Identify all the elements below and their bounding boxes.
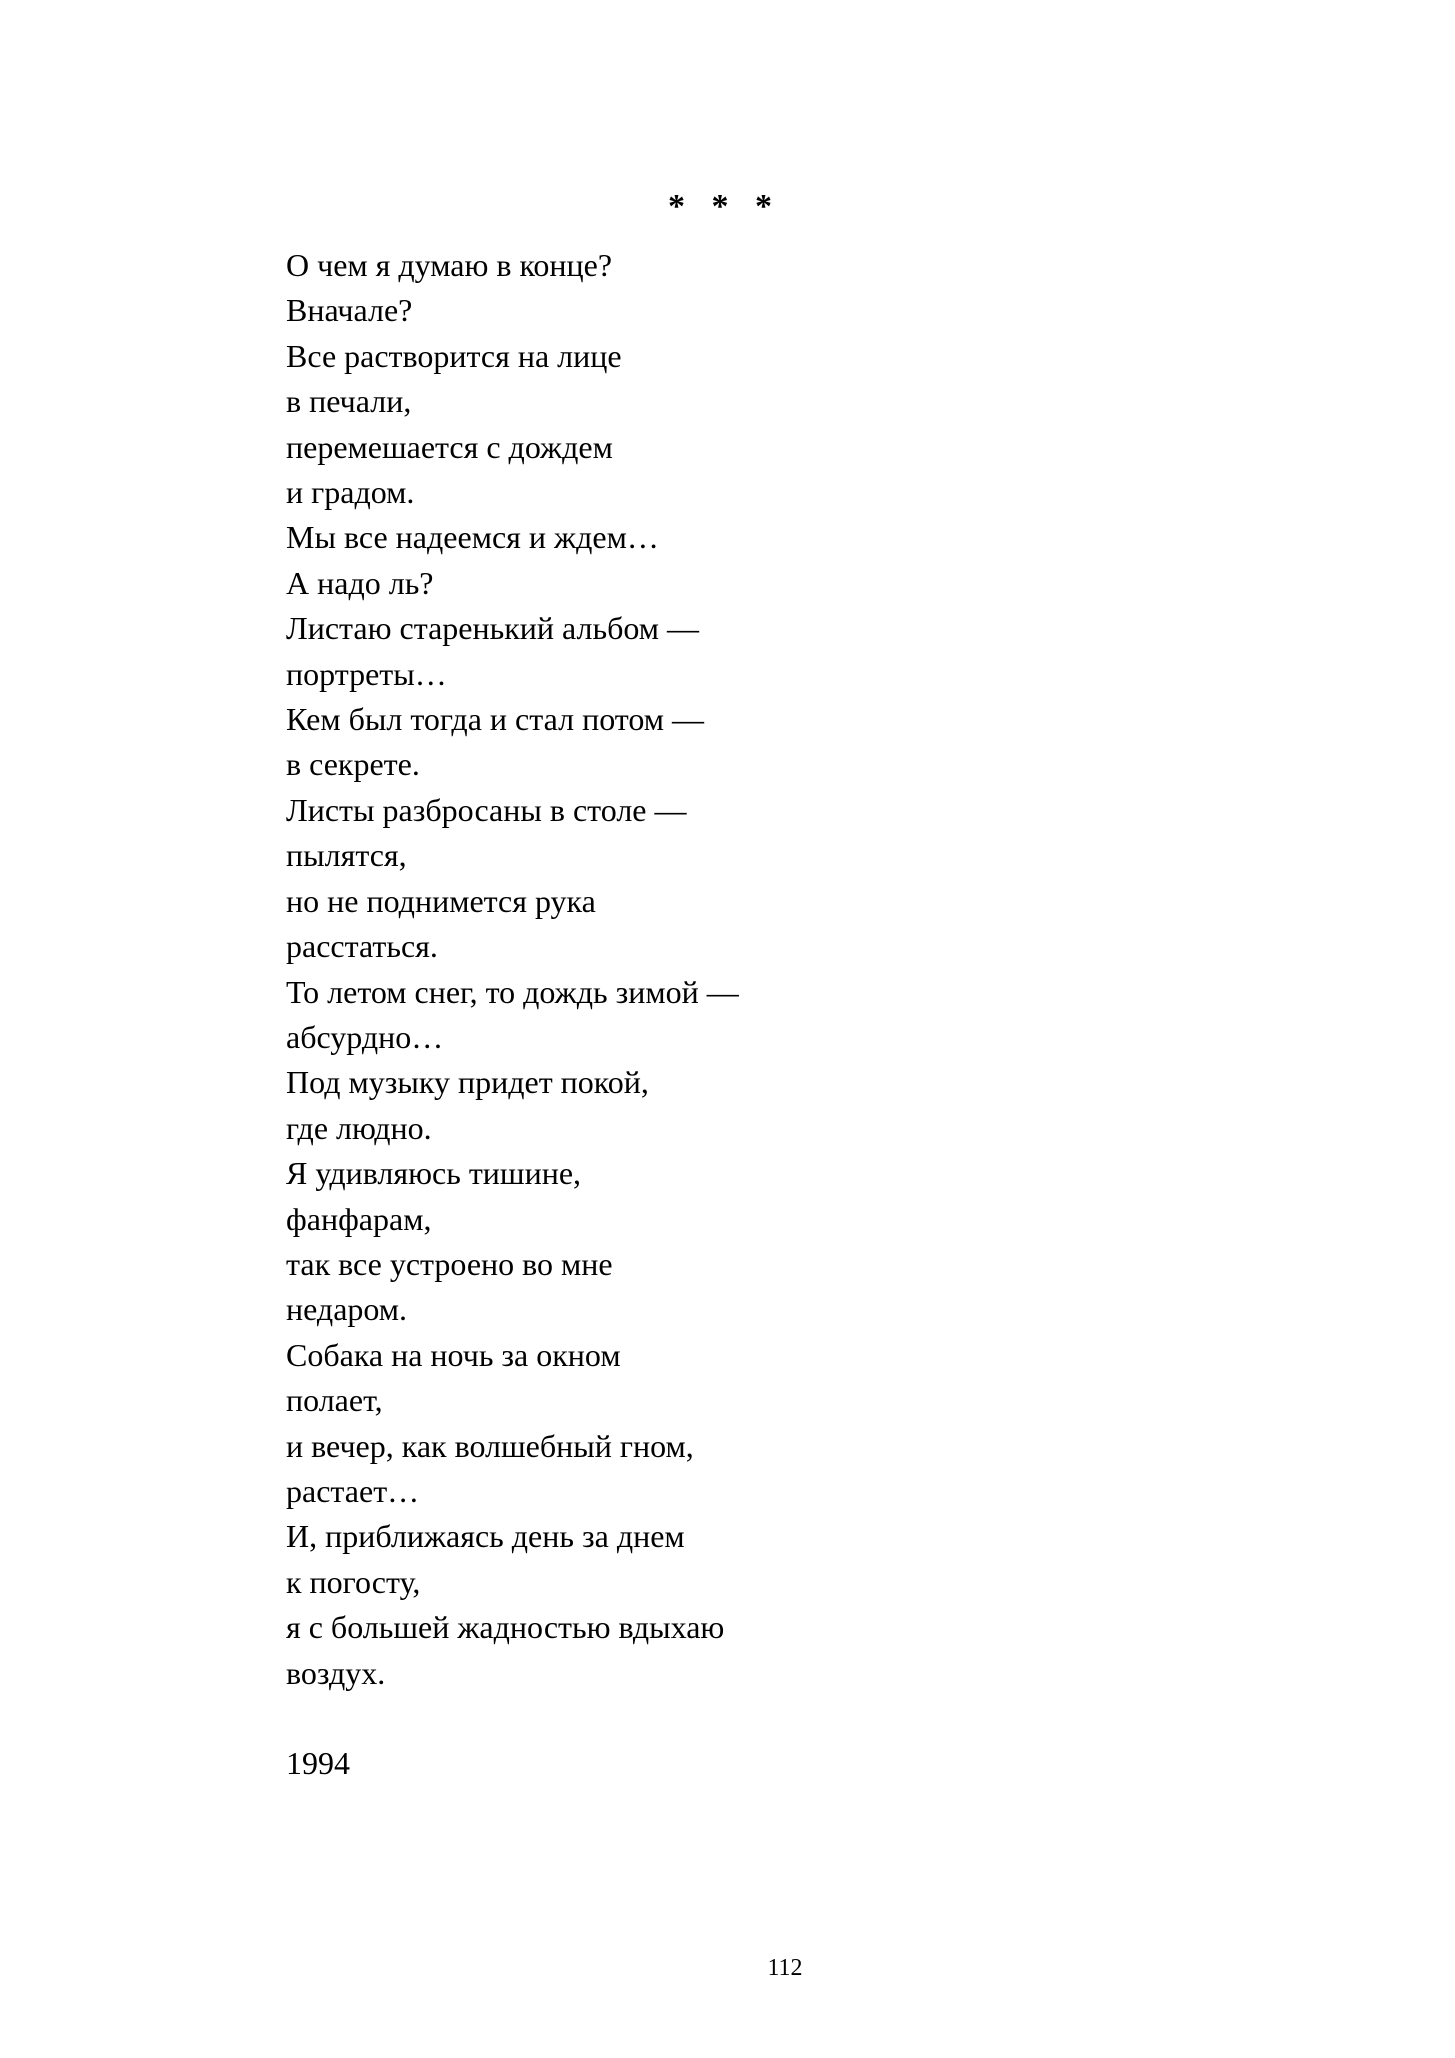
poem-line: к погосту,	[286, 1563, 421, 1600]
poem-line: Под музыку придет покой,	[286, 1064, 649, 1101]
poem-line: в печали,	[286, 383, 412, 420]
poem-year: 1994	[286, 1745, 350, 1781]
poem-body	[286, 243, 739, 1696]
poem-line: и вечер, как волшебный гном,	[286, 1427, 694, 1464]
poem-line: но не поднимется рука	[286, 882, 596, 919]
poem-line: фанфарам,	[286, 1200, 432, 1237]
poem-line: Листы разбросаны в столе —	[286, 791, 687, 828]
poem-line: перемешается с дождем	[286, 428, 613, 465]
poem-line: расстаться.	[286, 928, 438, 965]
poem-line: Листаю старенький альбом —	[286, 610, 699, 647]
poem-line: И, приближаясь день за днем	[286, 1518, 685, 1555]
poem-line: Я удивляюсь тишине,	[286, 1155, 582, 1192]
poem-line: так все устроено во мне	[286, 1245, 613, 1282]
poem-line: абсурдно…	[286, 1018, 444, 1055]
poem-line: портреты…	[286, 655, 447, 692]
poem-line: О чем я думаю в конце?	[286, 247, 613, 283]
poem-line: и градом.	[286, 474, 415, 511]
poem-line: я с большей жадностью вдыхаю	[286, 1609, 725, 1646]
poem-line: пылятся,	[286, 837, 407, 874]
poem-line: Мы все надеемся и ждем…	[286, 519, 659, 556]
poem-line: Все растворится на лице	[286, 337, 622, 374]
poem-line: в секрете.	[286, 746, 420, 783]
poem-line: А надо ль?	[286, 564, 434, 601]
poem-line: воздух.	[286, 1654, 386, 1691]
poem-line: растает…	[286, 1472, 420, 1509]
poem-line: То летом снег, то дождь зимой —	[286, 973, 739, 1010]
poem-line: где людно.	[286, 1109, 432, 1146]
section-separator: * * *	[668, 188, 781, 225]
poem-line: недаром.	[286, 1291, 408, 1328]
poem-line: Собака на ночь за окном	[286, 1336, 621, 1373]
poem-line: полает,	[286, 1382, 383, 1419]
poem-line: Кем был тогда и стал потом —	[286, 701, 704, 738]
page-number: 112	[767, 1955, 803, 1981]
poem-line: Вначале?	[286, 292, 413, 329]
